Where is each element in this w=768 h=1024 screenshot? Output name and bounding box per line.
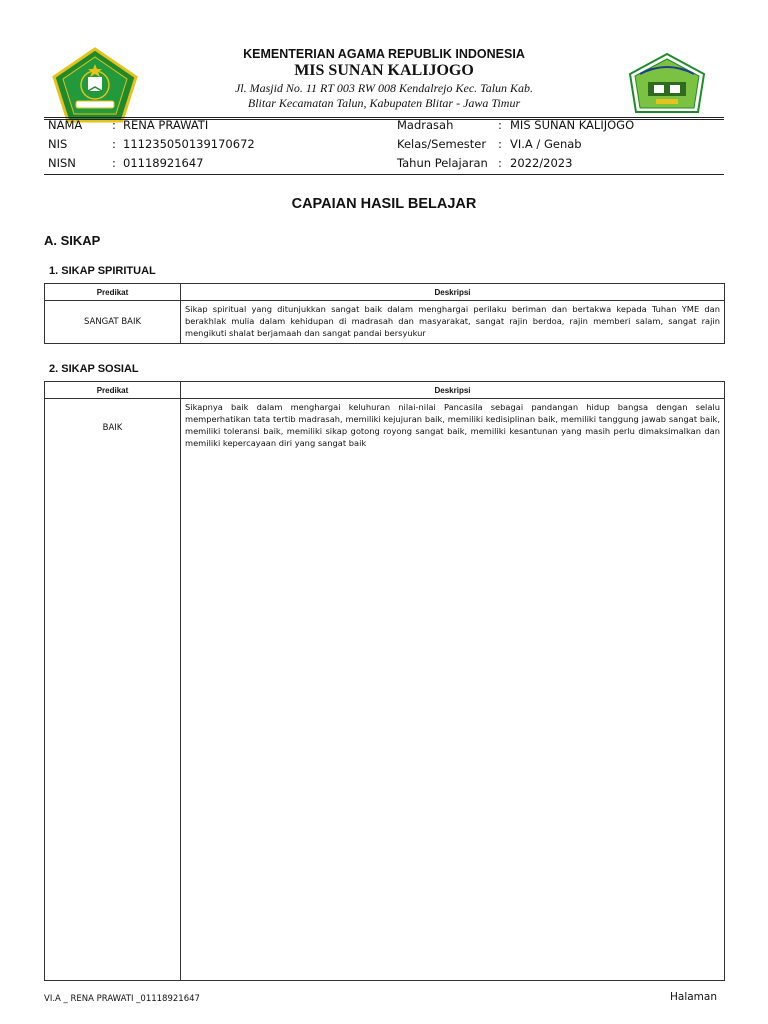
sep-madrasah: :	[498, 118, 502, 132]
footer-page-label: Halaman	[670, 991, 717, 1003]
section-a-heading: A. SIKAP	[44, 233, 101, 248]
sosial-predikat: BAIK	[45, 399, 181, 981]
school-name: MIS SUNAN KALIJOGO	[294, 62, 474, 79]
spiritual-col-deskripsi: Deskripsi	[181, 284, 725, 301]
label-nisn: NISN	[48, 156, 76, 170]
student-name: RENA PRAWATI	[123, 118, 209, 132]
label-kelas-semester: Kelas/Semester	[397, 137, 487, 151]
label-tahun-pelajaran: Tahun Pelajaran	[397, 156, 488, 170]
tahun-pelajaran-value: 2022/2023	[510, 156, 573, 170]
sep-nama: :	[112, 118, 116, 132]
spiritual-heading: 1. SIKAP SPIRITUAL	[49, 265, 156, 277]
student-nis: 111235050139170672	[123, 137, 255, 151]
sep-nis: :	[112, 137, 116, 151]
sosial-deskripsi: Sikapnya baik dalam menghargai keluhuran nilai-nilai Pancasila sebagai pandangan hidup bangsa dengan selalu memperhatikan tata tertib madrasah, memiliki kejujuran baik, memiliki kedisiplinan baik, memiliki tanggung jawab sangat baik, memiliki toleransi baik, memiliki sikap gotong royong sangat baik, memiliki kesantunan yang masih perlu dimaksimalkan dan memiliki kepercayaan diri yang sangat baik	[181, 399, 725, 981]
madrasah-value: MIS SUNAN KALIJOGO	[510, 118, 635, 132]
sosial-col-predikat: Predikat	[45, 382, 181, 399]
sep-tahun: :	[498, 156, 502, 170]
label-nama: NAMA	[48, 118, 83, 132]
label-nis: NIS	[48, 137, 68, 151]
info-divider	[44, 174, 724, 175]
spiritual-col-predikat: Predikat	[45, 284, 181, 301]
label-madrasah: Madrasah	[397, 118, 454, 132]
sosial-table	[44, 381, 725, 981]
sosial-heading: 2. SIKAP SOSIAL	[49, 363, 139, 375]
school-address-line2: Blitar Kecamatan Talun, Kabupaten Blitar - Jawa Timur	[247, 96, 521, 110]
school-address-line1: Jl. Masjid No. 11 RT 003 RW 008 Kendalrejo Kec. Talun Kab.	[234, 81, 534, 95]
spiritual-predikat: SANGAT BAIK	[45, 301, 181, 344]
kelas-semester-value: VI.A / Genab	[510, 137, 582, 151]
ministry-name: KEMENTERIAN AGAMA REPUBLIK INDONESIA	[243, 47, 525, 61]
page-title: CAPAIAN HASIL BELAJAR	[291, 196, 477, 212]
footer-student-id: VI.A _ RENA PRAWATI _01118921647	[44, 994, 200, 1004]
sosial-col-deskripsi: Deskripsi	[181, 382, 725, 399]
spiritual-table	[44, 283, 725, 344]
spiritual-deskripsi: Sikap spiritual yang ditunjukkan sangat baik dalam menghargai perilaku beriman dan bertakwa kepada Tuhan YME dan berakhlak mulia dalam kehidupan di madrasah dan masyarakat, sangat rajin berdoa, rajin memberi salam, sangat rajin mengikuti shalat berjamaah dan sangat pandai bersyukur	[181, 301, 725, 344]
sep-kelas: :	[498, 137, 502, 151]
sep-nisn: :	[112, 156, 116, 170]
student-nisn: 01118921647	[123, 156, 204, 170]
